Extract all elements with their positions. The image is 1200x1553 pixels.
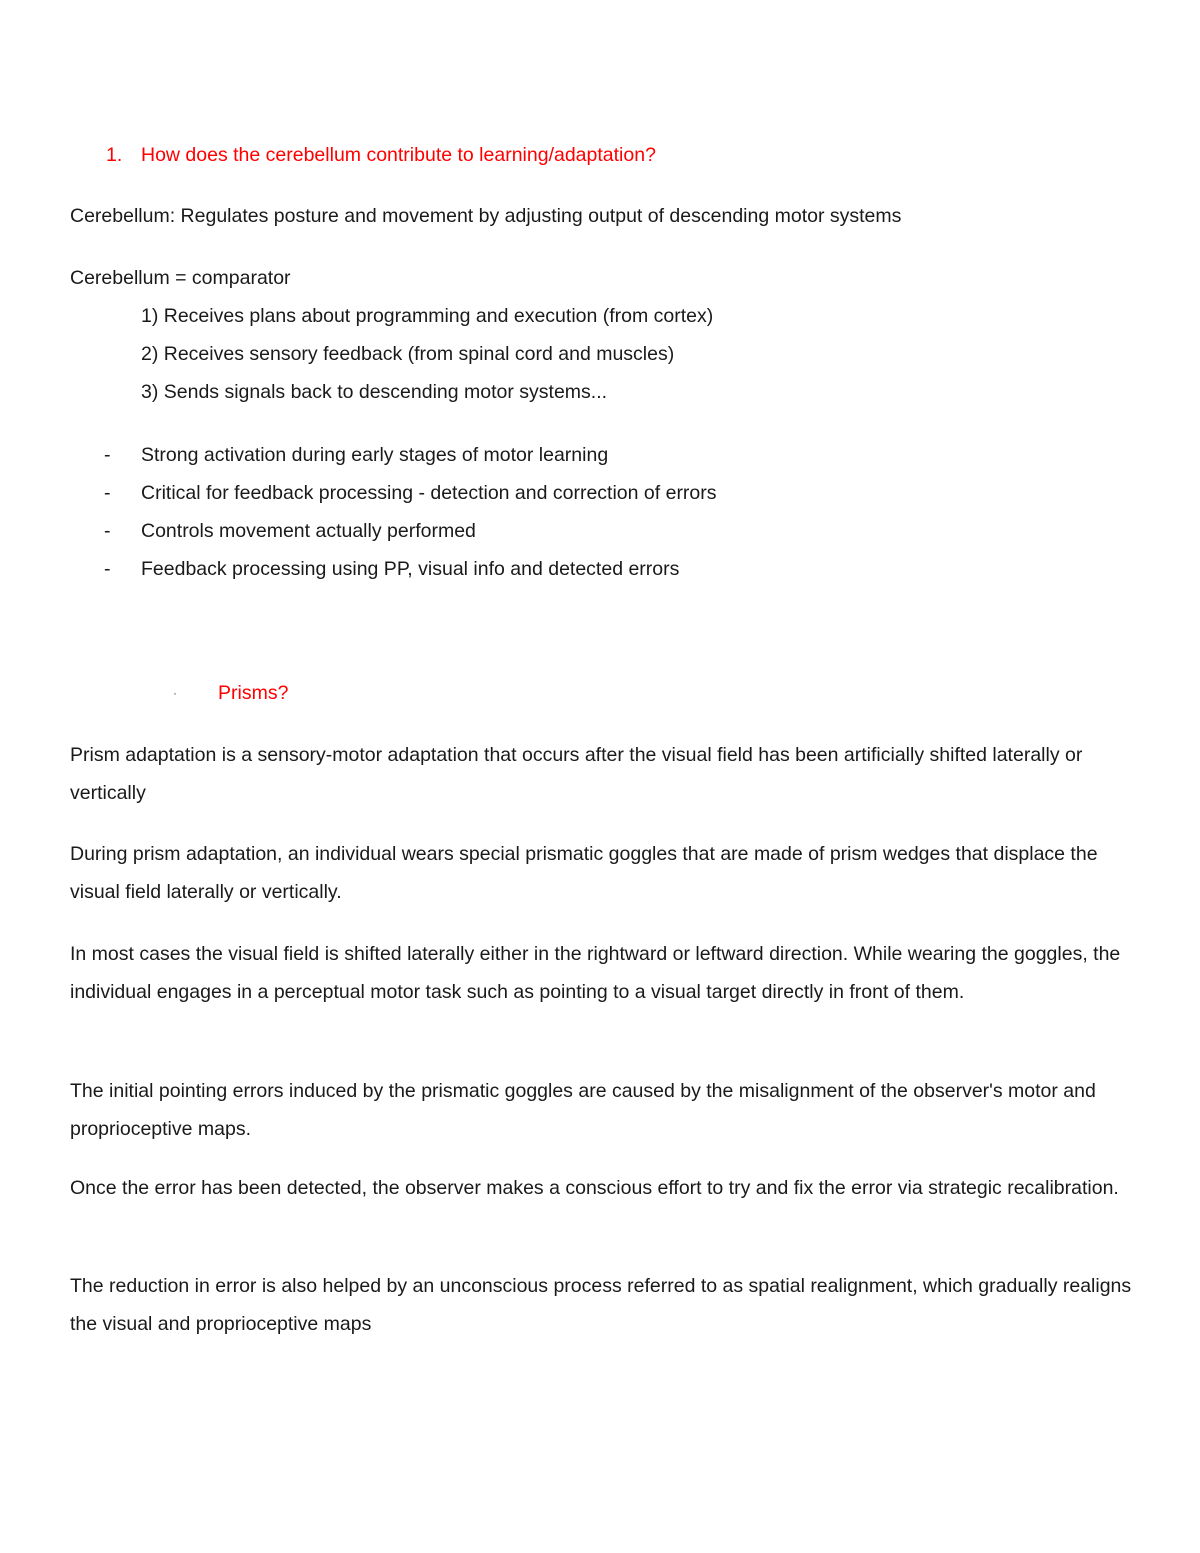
bullet-marker: - bbox=[104, 482, 111, 504]
prisms-bullet-marker: · bbox=[173, 686, 177, 700]
paragraph: The initial pointing errors induced by the prismatic goggles are caused by the misalignment of the observer's motor and proprioceptive maps. bbox=[70, 1080, 1096, 1140]
question-number: 1. bbox=[106, 144, 123, 166]
paragraph: Prism adaptation is a sensory-motor adaptation that occurs after the visual field has been artificially shifted laterally or vertically bbox=[70, 744, 1083, 804]
bullet-item: Critical for feedback processing - detection and correction of errors bbox=[141, 482, 717, 504]
question-text: How does the cerebellum contribute to learning/adaptation? bbox=[141, 144, 656, 166]
comparator-item: 3) Sends signals back to descending motor systems... bbox=[141, 381, 608, 403]
bullet-marker: - bbox=[104, 520, 111, 542]
bullet-item: Strong activation during early stages of motor learning bbox=[141, 444, 609, 466]
bullet-marker: - bbox=[104, 558, 111, 580]
comparator-item: 2) Receives sensory feedback (from spinal cord and muscles) bbox=[141, 343, 675, 365]
bullet-item: Feedback processing using PP, visual info and detected errors bbox=[141, 558, 680, 580]
paragraph: During prism adaptation, an individual wears special prismatic goggles that are made of prism wedges that displace the visual field laterally or vertically. bbox=[70, 843, 1098, 903]
bullet-marker: - bbox=[104, 444, 111, 466]
paragraph: The reduction in error is also helped by an unconscious process referred to as spatial realignment, which gradually realigns the visual and proprioceptive maps bbox=[70, 1275, 1132, 1335]
paragraph: Once the error has been detected, the observer makes a conscious effort to try and fix the error via strategic recalibration. bbox=[70, 1177, 1119, 1199]
comparator-item: 1) Receives plans about programming and execution (from cortex) bbox=[141, 305, 714, 327]
bullet-item: Controls movement actually performed bbox=[141, 520, 476, 542]
prisms-heading: Prisms? bbox=[218, 682, 289, 704]
paragraph: In most cases the visual field is shifted laterally either in the rightward or leftward direction. While wearing the goggles, the individual engages in a perceptual motor task such as pointing to a visual target directly in front of them. bbox=[70, 943, 1121, 1003]
comparator-heading: Cerebellum = comparator bbox=[70, 267, 291, 289]
cerebellum-definition: Cerebellum: Regulates posture and movement by adjusting output of descending motor systems bbox=[70, 205, 902, 227]
